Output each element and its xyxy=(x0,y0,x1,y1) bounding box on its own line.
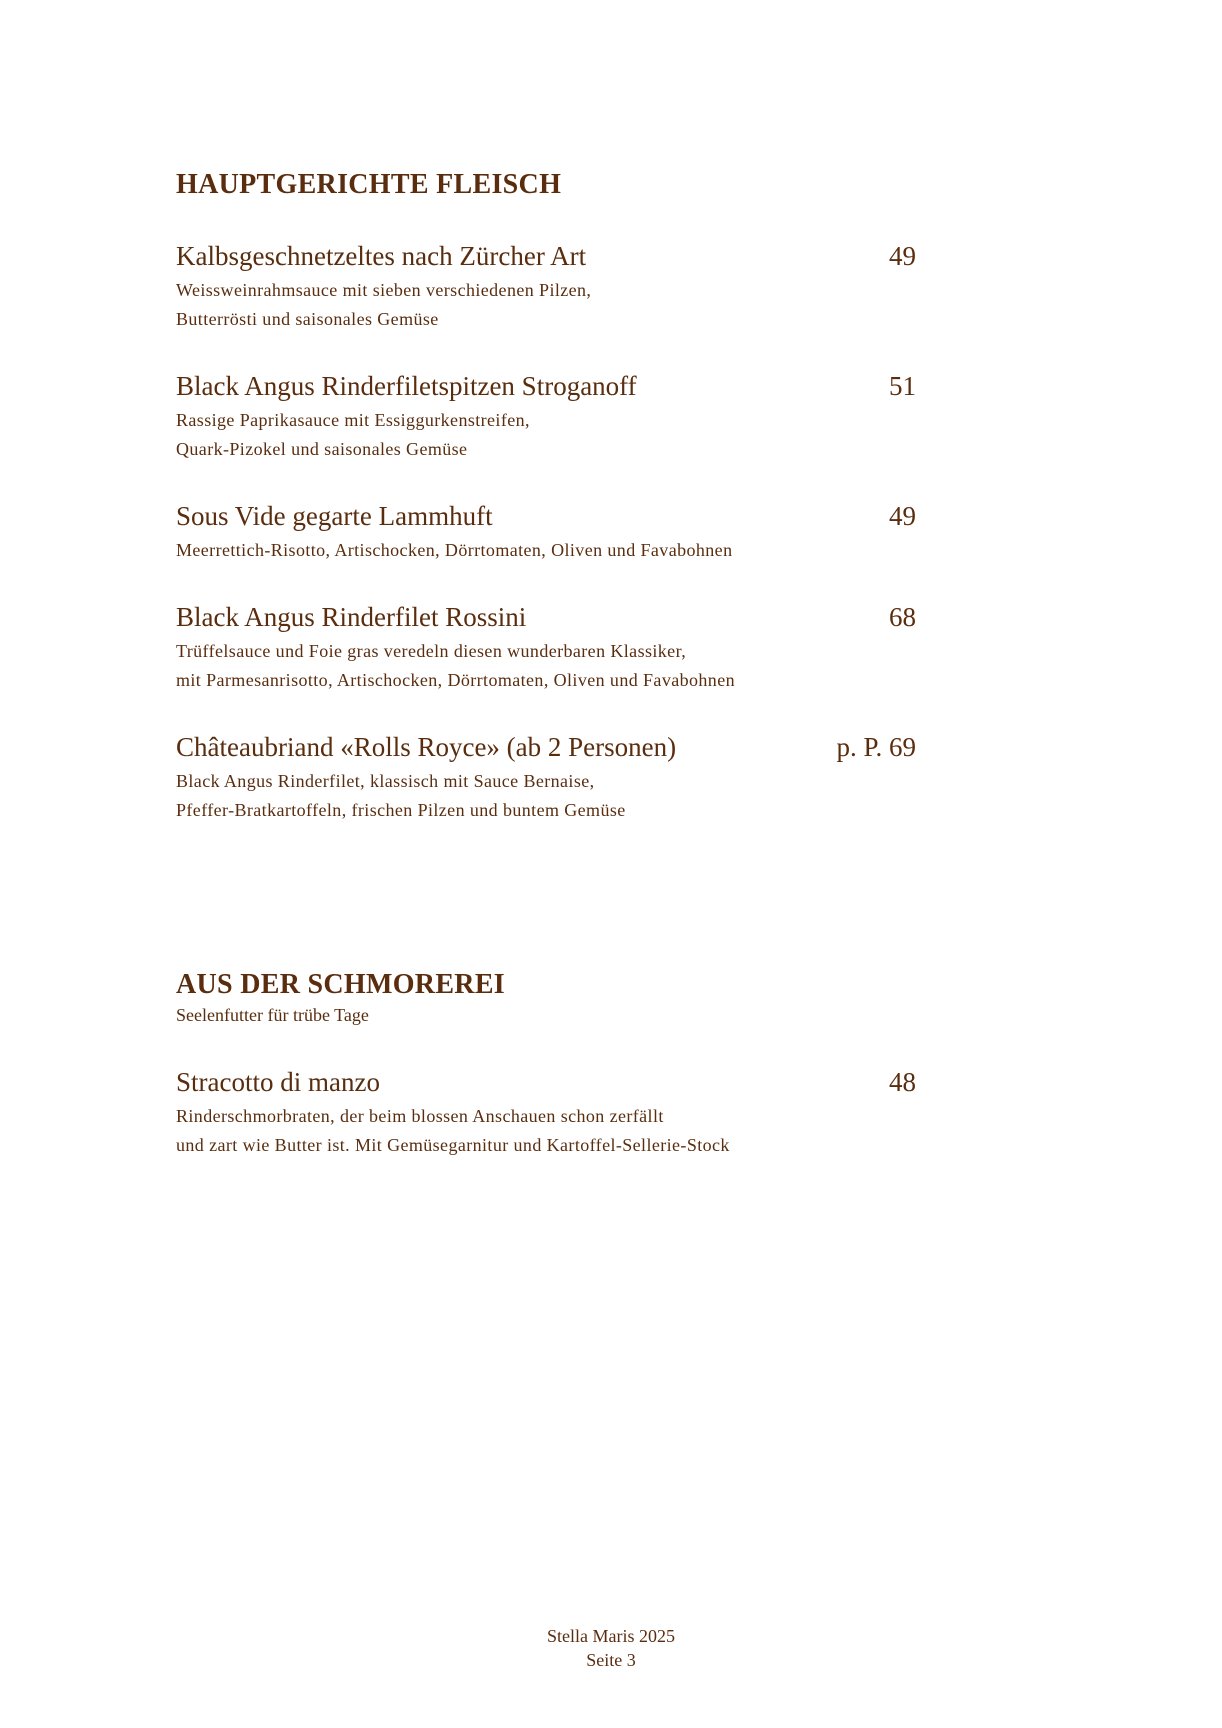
section-subtitle: Seelenfutter für trübe Tage xyxy=(176,1005,369,1025)
dish-price: 51 xyxy=(889,371,916,401)
dish-description xyxy=(176,406,916,464)
dish-description-line: und zart wie Butter ist. Mit Gemüsegarnitur und Kartoffel-Sellerie-Stock xyxy=(176,1135,730,1155)
dish-price: 49 xyxy=(889,501,916,531)
dish-price: 49 xyxy=(889,241,916,271)
footer-brand: Stella Maris 2025 xyxy=(547,1626,675,1646)
menu-item xyxy=(176,368,916,464)
menu-item xyxy=(176,238,916,334)
dish-description-line: Pfeffer-Bratkartoffeln, frischen Pilzen und buntem Gemüse xyxy=(176,800,626,820)
page-footer xyxy=(0,1624,1222,1672)
dish-description-line: mit Parmesanrisotto, Artischocken, Dörrtomaten, Oliven und Favabohnen xyxy=(176,670,735,690)
dish-description xyxy=(176,276,916,334)
section-braised xyxy=(176,968,916,1028)
dish-description xyxy=(176,536,916,565)
dish-price: 48 xyxy=(889,1067,916,1097)
dish-name: Black Angus Rinderfilet Rossini xyxy=(176,602,527,632)
dish-description-line: Weissweinrahmsauce mit sieben verschiedenen Pilzen, xyxy=(176,280,592,300)
page-number: Seite 3 xyxy=(586,1650,636,1670)
dish-name: Kalbsgeschnetzeltes nach Zürcher Art xyxy=(176,241,587,271)
menu-item xyxy=(176,498,916,565)
section-title: AUS DER SCHMOREREI xyxy=(176,969,505,1000)
dish-description xyxy=(176,637,916,695)
dish-description-line: Rassige Paprikasauce mit Essiggurkenstreifen, xyxy=(176,410,530,430)
menu-item xyxy=(176,1064,916,1160)
dish-description xyxy=(176,767,916,825)
section-main-meat xyxy=(176,168,916,202)
dish-description-line: Black Angus Rinderfilet, klassisch mit Sauce Bernaise, xyxy=(176,771,595,791)
dish-description-line: Quark-Pizokel und saisonales Gemüse xyxy=(176,439,468,459)
dish-name: Sous Vide gegarte Lammhuft xyxy=(176,501,493,531)
section-title: HAUPTGERICHTE FLEISCH xyxy=(176,169,562,200)
dish-name: Châteaubriand «Rolls Royce» (ab 2 Personen) xyxy=(176,732,677,762)
dish-price: 68 xyxy=(889,602,916,632)
menu-item xyxy=(176,599,916,695)
dish-description-line: Rinderschmorbraten, der beim blossen Anschauen schon zerfällt xyxy=(176,1106,664,1126)
dish-description xyxy=(176,1102,916,1160)
dish-name: Stracotto di manzo xyxy=(176,1067,380,1097)
dish-name: Black Angus Rinderfiletspitzen Stroganoff xyxy=(176,371,637,401)
dish-description-line: Meerrettich-Risotto, Artischocken, Dörrtomaten, Oliven und Favabohnen xyxy=(176,540,733,560)
dish-price: p. P. 69 xyxy=(836,732,916,762)
dish-description-line: Trüffelsauce und Foie gras veredeln diesen wunderbaren Klassiker, xyxy=(176,641,687,661)
menu-item xyxy=(176,729,916,825)
dish-description-line: Butterrösti und saisonales Gemüse xyxy=(176,309,439,329)
